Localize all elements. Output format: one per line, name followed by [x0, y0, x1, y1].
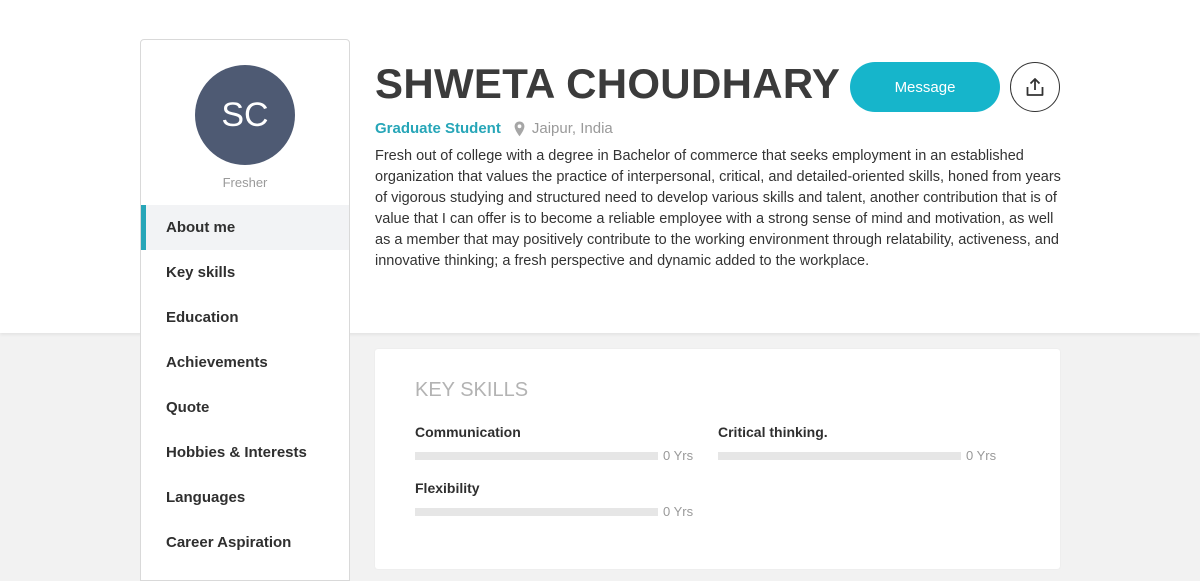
skill-name: Critical thinking.: [718, 424, 828, 440]
skill-years: 0 Yrs: [663, 504, 694, 519]
message-button[interactable]: Message: [850, 62, 1000, 112]
share-button[interactable]: [1010, 62, 1060, 112]
key-skills-card: [375, 349, 1060, 569]
nav-item-career-aspiration[interactable]: Career Aspiration: [166, 534, 292, 551]
experience-status: Fresher: [222, 175, 268, 190]
skill-item: [415, 480, 695, 519]
section-nav: [141, 205, 349, 565]
nav-item-languages[interactable]: Languages: [166, 489, 246, 506]
profile-subline: [375, 120, 613, 137]
skill-name: Flexibility: [415, 480, 480, 496]
skill-years: 0 Yrs: [966, 448, 997, 463]
skill-name: Communication: [415, 424, 521, 440]
profile-role: Graduate Student: [375, 120, 501, 137]
nav-item-quote[interactable]: Quote: [166, 399, 210, 416]
profile-location: Jaipur, India: [531, 120, 613, 137]
skill-years: 0 Yrs: [663, 448, 694, 463]
skill-item: [718, 424, 998, 463]
nav-item-hobbies-interests[interactable]: Hobbies & Interests: [166, 444, 307, 461]
nav-item-key-skills[interactable]: Key skills: [166, 264, 236, 281]
profile-name: SHWETA CHOUDHARY: [375, 60, 841, 107]
avatar: [195, 65, 295, 165]
skill-level-bar: [718, 452, 961, 460]
about-me-text: Fresh out of college with a degree in Bachelor of commerce that seeks employment in an established organization that values the practice of interpersonal, critical, and detailed-oriented skills, honed from years of vigorous studying and structured need to develop various skills and talent, another contribution that is of value that I can offer is to become a reliable employee with a strong sense of mind and motivation, as well as a member that may positively contribute to the working environment through relatability, activeness, and innovative thinking; a fresh perspective and dynamic added to the workplace.: [375, 148, 1061, 269]
location-pin-icon: [514, 121, 525, 137]
nav-item-education[interactable]: Education: [166, 309, 239, 326]
skill-level-bar: [415, 508, 658, 516]
profile-sidebar: [140, 39, 350, 581]
nav-item-about-me[interactable]: About me: [141, 205, 349, 250]
nav-item-achievements[interactable]: Achievements: [166, 354, 268, 371]
skill-item: [415, 424, 695, 463]
skill-level-bar: [415, 452, 658, 460]
avatar-initials: SC: [221, 95, 269, 134]
key-skills-title: KEY SKILLS: [415, 379, 529, 401]
share-icon: [1024, 76, 1046, 98]
